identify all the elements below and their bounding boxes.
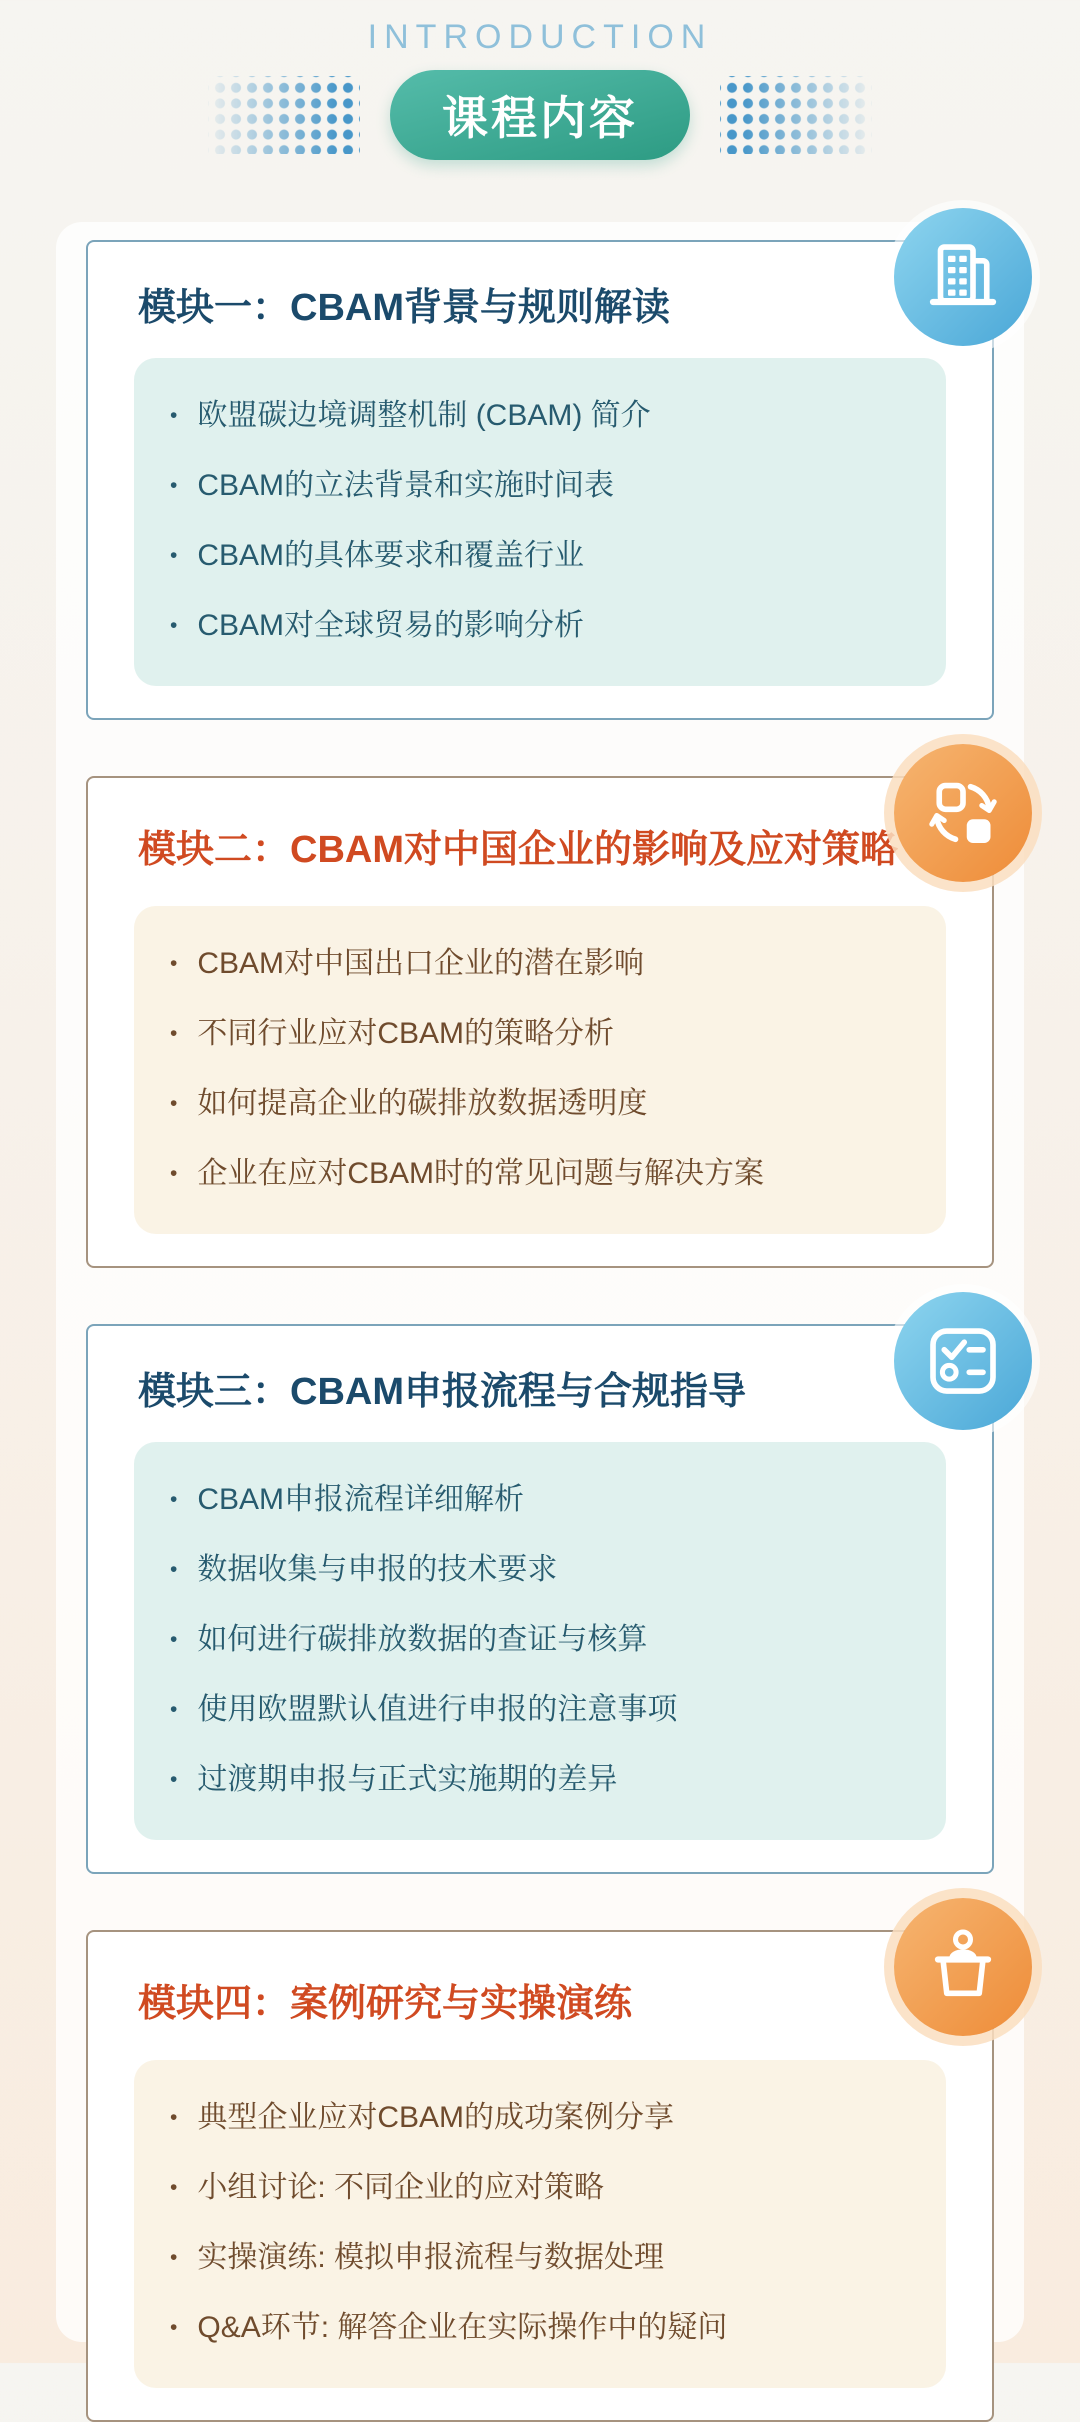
bullet-dot-icon: • [170,2316,178,2339]
dot-pattern-right [720,76,872,154]
bullet-dot-icon: • [170,1092,178,1115]
bullet-dot-icon: • [170,1768,178,1791]
module-2-icon-circle [894,744,1032,882]
list-item: • 如何进行碳排放数据的查证与核算 [170,1623,648,1656]
list-item: • 过渡期申报与正式实施期的差异 [170,1763,618,1796]
bullet-dot-icon: • [170,1558,178,1581]
module-list [0,162,1080,2422]
module-card-1 [86,240,994,720]
module-4-title: 模块四：案例研究与实操演练 [138,1983,633,2025]
module-1-panel [134,358,946,686]
module-3-bullets [168,1466,912,1816]
list-item: • CBAM的立法背景和实施时间表 [170,469,615,502]
list-item: • 欧盟碳边境调整机制 (CBAM) 简介 [170,399,651,432]
module-4-panel [134,2060,946,2388]
list-item: • 不同行业应对CBAM的策略分析 [170,1017,615,1050]
module-1-title: 模块一：CBAM背景与规则解读 [138,287,670,329]
bullet-dot-icon: • [170,1488,178,1511]
bullet-dot-icon: • [170,2176,178,2199]
module-4-bullets [168,2084,912,2364]
module-1-icon-circle [894,208,1032,346]
bullet-dot-icon: • [170,2106,178,2129]
bullet-dot-icon: • [170,474,178,497]
module-card-2 [86,776,994,1268]
list-item: • CBAM对中国出口企业的潜在影响 [170,947,645,980]
module-4-icon-circle [894,1898,1032,2036]
bullet-dot-icon: • [170,544,178,567]
list-item: • 实操演练: 模拟申报流程与数据处理 [170,2241,665,2274]
list-item: • 使用欧盟默认值进行申报的注意事项 [170,1693,678,1726]
list-item: • CBAM的具体要求和覆盖行业 [170,539,585,572]
list-item: • 数据收集与申报的技术要求 [170,1553,558,1586]
bullet-dot-icon: • [170,614,178,637]
list-item: • CBAM对全球贸易的影响分析 [170,609,585,642]
module-3-icon-circle [894,1292,1032,1430]
module-3-title: 模块三：CBAM申报流程与合规指导 [138,1371,746,1413]
list-item: • Q&A环节: 解答企业在实际操作中的疑问 [170,2311,728,2344]
module-1-bullets [168,382,912,662]
module-2-panel [134,906,946,1234]
list-item: • CBAM申报流程详细解析 [170,1483,525,1516]
bullet-dot-icon: • [170,1628,178,1651]
building-icon [923,237,1003,317]
bullet-dot-icon: • [170,952,178,975]
list-item: • 典型企业应对CBAM的成功案例分享 [170,2101,675,2134]
bullet-dot-icon: • [170,2246,178,2269]
list-item: • 如何提高企业的碳排放数据透明度 [170,1087,648,1120]
sync-icon [923,773,1003,853]
page-header [0,0,1080,162]
bullet-dot-icon: • [170,1162,178,1185]
module-card-4 [86,1930,994,2422]
dot-pattern-left [208,76,360,154]
list-item: • 企业在应对CBAM时的常见问题与解决方案 [170,1157,765,1190]
module-2-bullets [168,930,912,1210]
list-item: • 小组讨论: 不同企业的应对策略 [170,2171,605,2204]
bullet-dot-icon: • [170,1022,178,1045]
module-2-title: 模块二：CBAM对中国企业的影响及应对策略 [138,829,898,871]
title-badge-row [0,68,1080,162]
checklist-icon [923,1321,1003,1401]
podium-icon [923,1927,1003,2007]
eyebrow-text: INTRODUCTION [367,18,713,56]
module-card-3 [86,1324,994,1874]
bullet-dot-icon: • [170,404,178,427]
module-3-panel [134,1442,946,1840]
bullet-dot-icon: • [170,1698,178,1721]
page-title: 课程内容 [390,70,690,160]
